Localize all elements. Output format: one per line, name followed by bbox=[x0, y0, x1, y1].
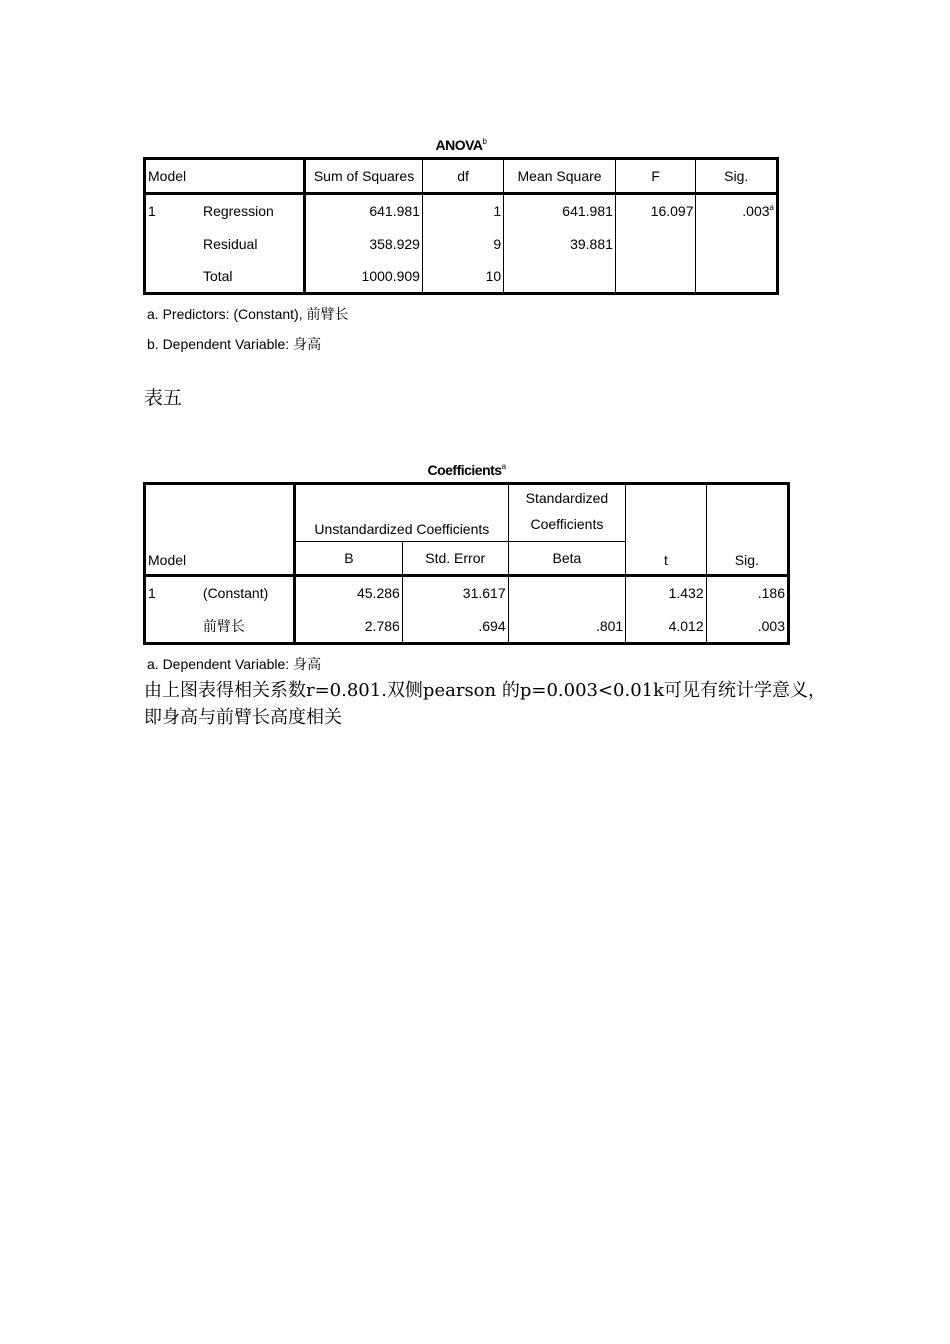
cell-se: 31.617 bbox=[402, 576, 508, 610]
anova-header-row bbox=[145, 159, 778, 194]
cell-df: 10 bbox=[422, 260, 503, 294]
coef-header-model: Model bbox=[145, 484, 295, 576]
anova-table bbox=[143, 157, 779, 295]
coef-header-unstd: Unstandardized Coefficients bbox=[295, 484, 509, 542]
cell-df: 1 bbox=[422, 194, 503, 228]
cell-t: 4.012 bbox=[626, 610, 706, 644]
cell-sig bbox=[696, 260, 778, 294]
anova-footnote-a: a. Predictors: (Constant), 前臂长 bbox=[147, 306, 349, 322]
cell-sig: .186 bbox=[757, 585, 785, 602]
coef-header-std bbox=[508, 484, 626, 542]
cell-ms: 39.881 bbox=[504, 228, 616, 260]
table-row bbox=[145, 610, 789, 644]
cell-ms: 641.981 bbox=[504, 194, 616, 228]
cell-beta: .801 bbox=[508, 610, 626, 644]
cell-beta bbox=[508, 576, 626, 610]
coefficients-footnote-a: a. Dependent Variable: 身高 bbox=[147, 656, 322, 672]
cell-b: 45.286 bbox=[295, 576, 403, 610]
anova-header-df: df bbox=[422, 159, 503, 194]
coef-header-t: t bbox=[626, 484, 706, 576]
cell-b: 2.786 bbox=[295, 610, 403, 644]
anova-header-sig: Sig. bbox=[724, 168, 749, 184]
table-row bbox=[145, 194, 778, 228]
cell-sig: .003 bbox=[757, 617, 785, 634]
cell-ss: 1000.909 bbox=[305, 260, 423, 294]
cell-f bbox=[615, 260, 696, 294]
coef-header-row-1 bbox=[145, 484, 789, 542]
cell-t: 1.432 bbox=[626, 576, 706, 610]
cell-ss: 641.981 bbox=[305, 194, 423, 228]
table-row bbox=[145, 228, 778, 260]
anova-title: ANOVA$^b$ bbox=[435, 137, 487, 153]
row-label: Total bbox=[201, 260, 305, 294]
coef-model-number: 1 bbox=[148, 585, 156, 602]
cell-sig bbox=[696, 228, 778, 260]
conclusion-line-2: 即身高与前臂长高度相关 bbox=[144, 707, 342, 728]
cell-df: 9 bbox=[422, 228, 503, 260]
anova-model-number: 1 bbox=[148, 203, 156, 220]
cell-ss: 358.929 bbox=[305, 228, 423, 260]
anova-header-ss: Sum of Squares bbox=[305, 159, 423, 194]
row-label: Regression bbox=[201, 194, 305, 228]
coef-header-b: B bbox=[295, 542, 403, 576]
table-row bbox=[145, 260, 778, 294]
coef-header-sig: Sig. bbox=[734, 552, 759, 568]
table-row bbox=[145, 576, 789, 610]
coef-header-std-line2: Coefficients bbox=[530, 516, 604, 532]
cell-f bbox=[615, 228, 696, 260]
anova-footnote-b: b. Dependent Variable: 身高 bbox=[147, 336, 322, 352]
anova-header-ms: Mean Square bbox=[504, 159, 616, 194]
coefficients-title: Coefficients$^a$ bbox=[427, 462, 506, 478]
cell-f: 16.097 bbox=[615, 194, 696, 228]
coef-header-std-line1: Standardized bbox=[525, 490, 609, 506]
cell-se: .694 bbox=[402, 610, 508, 644]
conclusion-line-1: 由上图表得相关系数r=0.801.双侧pearson 的p=0.003<0.01k可见有统计学意义， bbox=[144, 680, 827, 701]
coef-header-se: Std. Error bbox=[402, 542, 508, 576]
section-label: 表五 bbox=[144, 388, 183, 409]
cell-ms bbox=[504, 260, 616, 294]
row-label: (Constant) bbox=[201, 576, 295, 610]
cell-sig: .003$^a$ bbox=[742, 203, 774, 220]
anova-header-f: F bbox=[615, 159, 696, 194]
conclusion-paragraph bbox=[144, 677, 827, 731]
row-label: 前臂长 bbox=[201, 610, 295, 644]
anova-header-model: Model bbox=[145, 159, 305, 194]
row-label: Residual bbox=[201, 228, 305, 260]
coefficients-table bbox=[143, 482, 790, 645]
coef-header-beta: Beta bbox=[508, 542, 626, 576]
